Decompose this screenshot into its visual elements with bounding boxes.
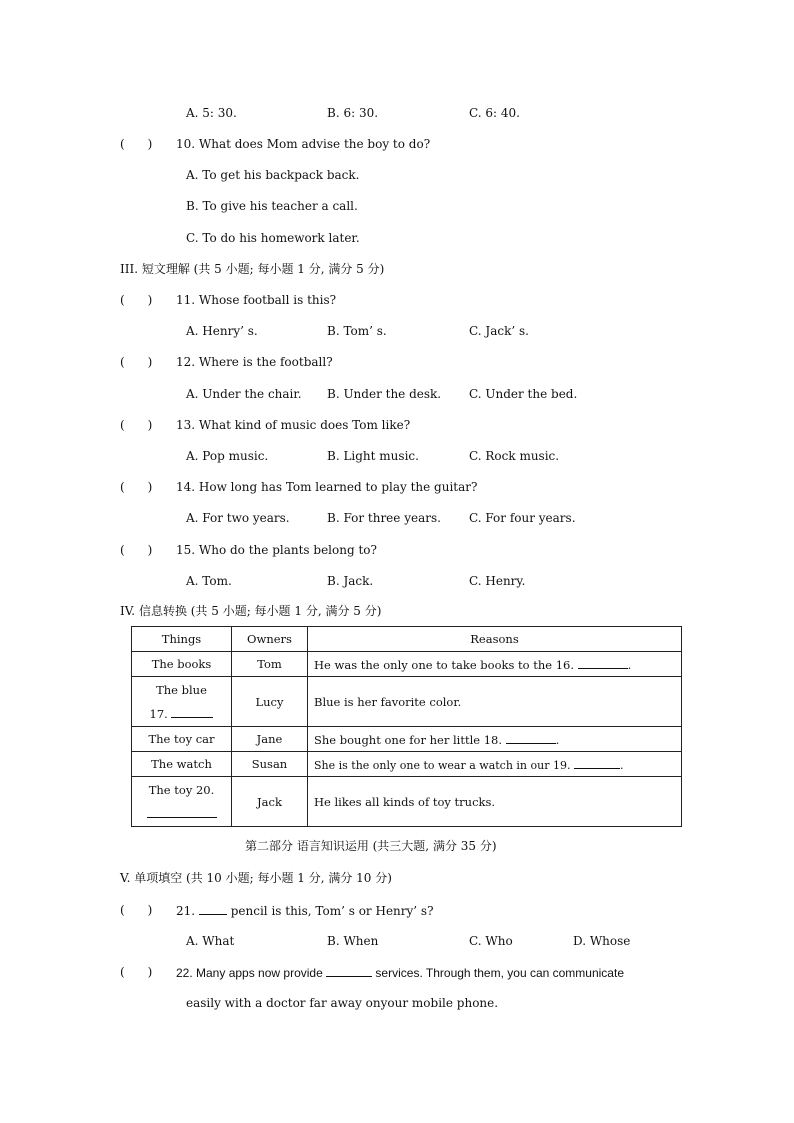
q21-option-a: A. What [186,934,235,948]
answer-blank-18 [506,731,556,744]
owner-cell: Tom [232,652,308,677]
q10-option-a: A. To get his backpack back. [186,168,360,182]
q21-stem [176,902,434,919]
q21-option-b: B. When [327,934,379,948]
answer-blank-20 [147,805,217,818]
table-row [132,752,682,777]
q15-option-c: C. Henry. [469,574,526,588]
answer-paren: ( ) [120,480,153,494]
q13-option-c: C. Rock music. [469,449,560,463]
table-row [132,677,682,727]
reason-cell: She is the only one to wear a watch in our 19. . [308,752,682,777]
q12-option-c: C. Under the bed. [469,387,578,401]
thing-cell: The books [132,652,232,677]
owner-cell: Susan [232,752,308,777]
q14-option-c: C. For four years. [469,511,576,525]
info-table [131,626,682,827]
q12-option-b: B. Under the desk. [327,387,442,401]
q12-stem: 12. Where is the football? [176,355,333,369]
answer-paren: ( ) [120,355,153,369]
q13-stem: 13. What kind of music does Tom like? [176,418,411,432]
answer-paren: ( ) [120,137,153,151]
q22-stem [176,964,624,981]
thing-cell: The watch [132,752,232,777]
answer-blank-16 [578,656,628,669]
section-5-title: V. 单项填空 (共 10 小题; 每小题 1 分, 满分 10 分) [120,871,392,885]
answer-paren: ( ) [120,293,153,307]
q13-option-b: B. Light music. [327,449,419,463]
q9-option-c: C. 6: 40. [469,106,520,120]
q22-stem-line2: easily with a doctor far away onyour mobile phone. [186,996,499,1010]
reason-text: He was the only one to take books to the 16. [314,658,578,672]
q10-stem: 10. What does Mom advise the boy to do? [176,137,431,151]
answer-paren: ( ) [120,543,153,557]
q22-stem-a: 22. Many apps now provide [176,966,327,980]
reason-text: She bought one for her little 18. [314,733,506,747]
section-4-title: IV. 信息转换 (共 5 小题; 每小题 1 分, 满分 5 分) [120,604,382,618]
answer-paren: ( ) [120,903,153,917]
table-row [132,777,682,827]
header-owners: Owners [232,627,308,652]
q15-option-a: A. Tom. [186,574,232,588]
table-row [132,652,682,677]
answer-paren: ( ) [120,418,153,432]
thing-cell [132,777,232,827]
q21-option-d: D. Whose [573,934,631,948]
part-2-title: 第二部分 语言知识运用 (共三大题, 满分 35 分) [245,839,497,853]
answer-paren: ( ) [120,965,153,979]
reason-cell: He was the only one to take books to the 16. . [308,652,682,677]
q14-option-a: A. For two years. [186,511,290,525]
q12-option-a: A. Under the chair. [186,387,302,401]
answer-blank-19 [574,756,620,769]
reason-cell: She bought one for her little 18. . [308,727,682,752]
q10-option-b: B. To give his teacher a call. [186,199,358,213]
owner-cell: Jane [232,727,308,752]
q15-stem: 15. Who do the plants belong to? [176,543,377,557]
reason-cell: Blue is her favorite color. [308,677,682,727]
q9-option-b: B. 6: 30. [327,106,379,120]
q14-stem: 14. How long has Tom learned to play the guitar? [176,480,478,494]
q11-option-a: A. Henry’ s. [186,324,258,338]
thing-line1: The toy 20. [148,782,215,797]
header-things: Things [132,627,232,652]
q22-stem-b: services. Through them, you can communicate [372,966,624,980]
owner-cell: Lucy [232,677,308,727]
thing-line1: The blue [156,682,207,697]
answer-blank-17 [171,705,213,718]
q11-option-b: B. Tom’ s. [327,324,387,338]
q15-option-b: B. Jack. [327,574,374,588]
reason-cell: He likes all kinds of toy trucks. [308,777,682,827]
header-reasons: Reasons [308,627,682,652]
thing-cell [132,677,232,727]
q21-number: 21. [176,904,199,918]
q11-option-c: C. Jack’ s. [469,324,529,338]
q9-option-a: A. 5: 30. [186,106,237,120]
q11-stem: 11. Whose football is this? [176,293,337,307]
q10-option-c: C. To do his homework later. [186,231,360,245]
reason-text: She is the only one to wear a watch in our 19. [314,759,574,772]
q14-option-b: B. For three years. [327,511,441,525]
q21-option-c: C. Who [469,934,513,948]
section-3-title: III. 短文理解 (共 5 小题; 每小题 1 分, 满分 5 分) [120,262,385,276]
q21-stem-text: pencil is this, Tom’ s or Henry’ s? [226,904,434,918]
thing-cell: The toy car [132,727,232,752]
thing-line2: 17. [149,706,172,721]
table-header-row [132,627,682,652]
answer-blank-21 [199,902,227,915]
answer-blank-22 [326,964,372,977]
table-row [132,727,682,752]
q13-option-a: A. Pop music. [186,449,269,463]
owner-cell: Jack [232,777,308,827]
